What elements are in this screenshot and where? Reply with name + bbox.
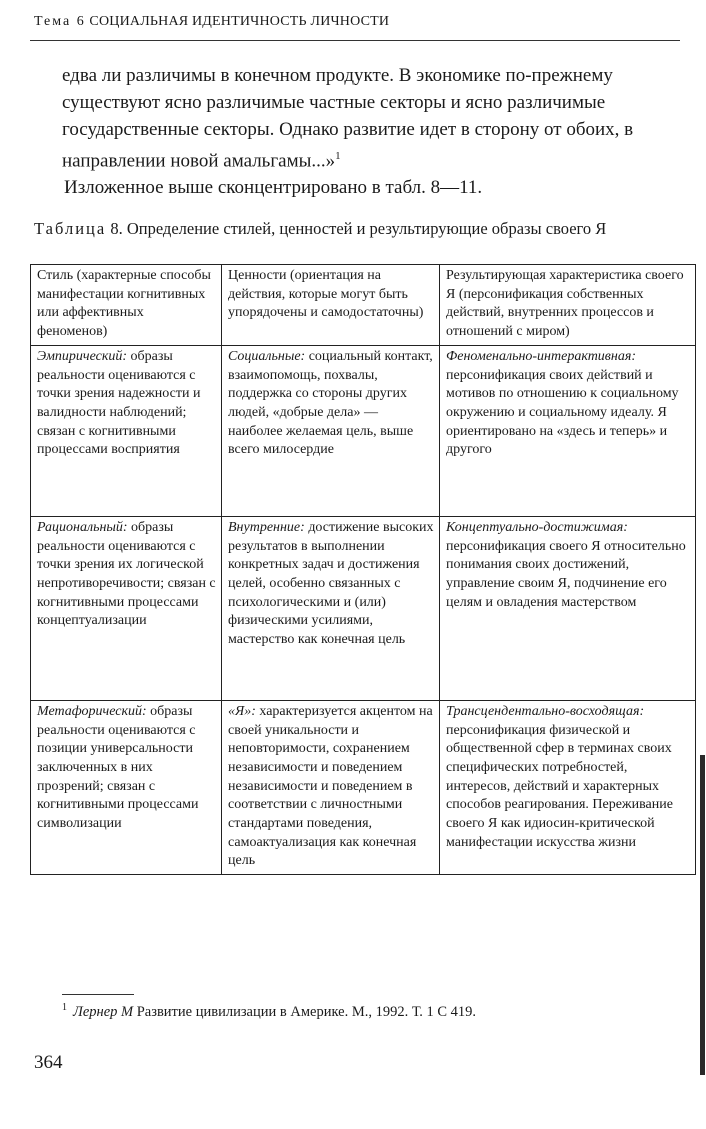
self-image-term: Трансцендентально-восходящая:: [446, 703, 645, 719]
footnote-marker: 1: [62, 1002, 67, 1013]
cell-text: персонификация своего Я относительно понимания своих достижений, управление своим Я, подчинение его целям и овладения мастерством: [446, 538, 686, 610]
paragraph-summary: Изложенное выше сконцентрировано в табл. 8—11.: [64, 177, 483, 199]
header-style: Стиль (характерные способы манифестации когнитивных или аффективных феноменов): [31, 265, 222, 346]
paragraph-1-text: едва ли различимы в конечном продукте. В экономике по-прежнему существуют ясно различимые частные секторы и ясно различимые государственные секторы. Однако развитие идет в сторону от обоих, в направлении новой амальгамы...»: [62, 65, 634, 172]
header-rule: [30, 40, 680, 41]
footnote-rule: [62, 994, 134, 995]
cell-text: образы реальности оцениваются с точки зрения надежности и валидности наблюдений; связан с когнитивными процессами восприятия: [37, 348, 201, 458]
cell-text: социальный контакт, взаимопомощь, похвалы, поддержка со стороны других людей, «добрые дела» — наиболее желаемая цель, выше всего милосердие: [228, 348, 433, 458]
running-head: [34, 14, 674, 30]
cell-self-image: [440, 700, 696, 874]
cell-style: [31, 516, 222, 700]
page-number: 364: [34, 1052, 63, 1073]
cell-text: образы реальности оцениваются с точки зрения их логической непротиворечивости; связан с когнитивными процессами концептуализации: [37, 519, 216, 629]
running-head-section: Тема 6: [34, 14, 86, 29]
body-text: [62, 62, 702, 201]
footnote-reference: 1: [335, 150, 341, 162]
values-term: Социальные:: [228, 348, 306, 364]
footnote-text: Развитие цивилизации в Америке. М., 1992. Т. 1 С 419.: [133, 1003, 477, 1020]
table-caption-label: Таблица: [34, 219, 107, 238]
cell-self-image: [440, 345, 696, 516]
table-row: [31, 700, 696, 874]
footnote-author: Лернер М: [73, 1003, 134, 1020]
cell-self-image: [440, 516, 696, 700]
cell-values: [222, 345, 440, 516]
running-head-title: СОЦИАЛЬНАЯ ИДЕНТИЧНОСТЬ ЛИЧНОСТИ: [89, 14, 390, 29]
cell-text: характеризуется акцентом на своей уникальности и неповторимости, сохранением независимости и поведением независимости и поведением в соответствии с личностными стандартами поведения, самоактуализация как конечная цель: [228, 703, 433, 869]
footnote: [62, 1002, 682, 1021]
style-term: Метафорический:: [37, 703, 147, 719]
paragraph-continuation: [62, 62, 702, 174]
cell-style: [31, 345, 222, 516]
scan-edge-mark: [700, 755, 705, 1075]
self-image-term: Феноменально-интерактивная:: [446, 348, 636, 364]
cell-text: достижение высоких результатов в выполнении конкретных задач и достижения целей, особенно связанных с психологическими и (или) физическими усилиями, мастерство как конечная цель: [228, 519, 434, 648]
header-values: Ценности (ориентация на действия, которые могут быть упорядочены и самодостаточны): [222, 265, 440, 346]
values-term: Внутренние:: [228, 519, 305, 535]
table-caption: [34, 218, 694, 239]
self-image-term: Концептуально-достижимая:: [446, 519, 628, 535]
style-term: Эмпирический:: [37, 348, 128, 364]
table-row: [31, 516, 696, 700]
table-row: [31, 345, 696, 516]
style-term: Рациональный:: [37, 519, 128, 535]
cell-text: образы реальности оцениваются с позиции универсальности заключенных в них прозрений; связан с когнитивными процессами символизации: [37, 703, 199, 832]
cell-values: [222, 516, 440, 700]
table-caption-text: 8. Определение стилей, ценностей и результирующие образы своего Я: [106, 219, 607, 238]
values-term: «Я»:: [228, 703, 256, 719]
cell-values: [222, 700, 440, 874]
styles-values-table: [30, 264, 696, 875]
table-header-row: [31, 265, 696, 346]
cell-text: персонификация физической и общественной сфер в терминах своих специфических потребностей, интересов, действий и характерных способов реагирования. Переживание своего Я как идиосин-критической манифестации искусства жизни: [446, 722, 673, 850]
cell-text: персонификация своих действий и мотивов по отношению к социальному окружению и социальному идеалу. Я ориентировано на «здесь и теперь» и другого: [446, 367, 679, 458]
header-self-image: Результирующая характеристика своего Я (персонификация собственных действий, внутренних процессов и отношений с миром): [440, 265, 696, 346]
cell-style: [31, 700, 222, 874]
